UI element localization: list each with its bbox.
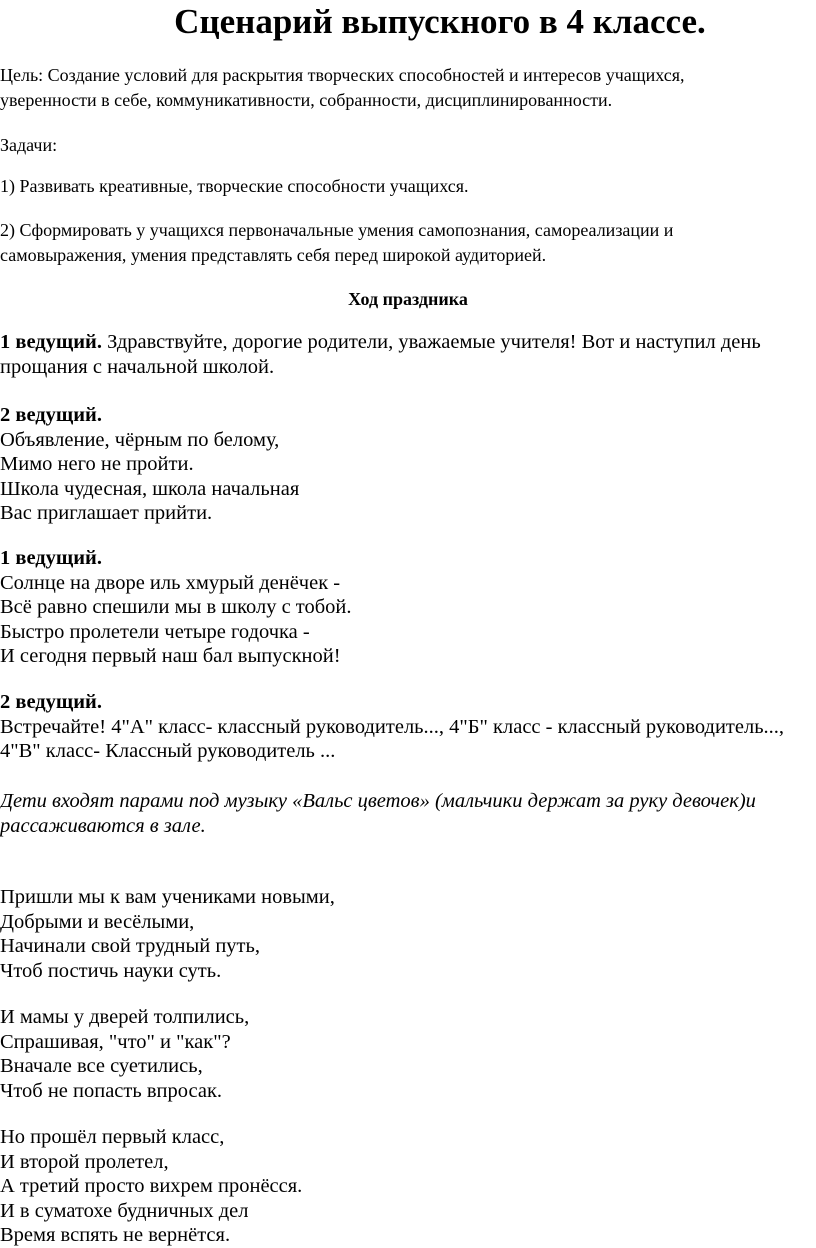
host-1-greeting xyxy=(0,330,816,379)
verse-line: И второй пролетел, xyxy=(0,1150,169,1173)
verse-line: Пришли мы к вам учениками новыми, xyxy=(0,886,335,908)
announcement-line: Встречайте! 4"А" класс- классный руководитель..., 4"Б" класс - классный руководитель..., xyxy=(0,715,785,738)
goal-line: уверенности в себе, коммуникативности, собранности, дисциплинированности. xyxy=(0,90,613,110)
verse-line: Спрашивая, "что" и "как"? xyxy=(0,1030,231,1053)
poem-stanza-3 xyxy=(0,1125,816,1248)
verse-line: Вначале все суетились, xyxy=(0,1055,203,1077)
verse-line: И мамы у дверей толпились, xyxy=(0,1006,250,1028)
greeting-text: Здравствуйте, дорогие родители, уважаемые учителя! Вот и наступил день xyxy=(101,331,761,353)
task-1: 1) Развивать креативные, творческие способности учащихся. xyxy=(0,176,469,196)
speaker-label: 1 ведущий. xyxy=(0,547,102,569)
verse-line: Чтоб не попасть впросак. xyxy=(0,1079,223,1102)
goal-line: Цель: Создание условий для раскрытия творческих способностей и интересов учащихся, xyxy=(0,65,685,85)
poem-stanza-1 xyxy=(0,885,816,983)
verse-line: Объявление, чёрным по белому, xyxy=(0,428,280,451)
verse-line: И сегодня первый наш бал выпускной! xyxy=(0,645,341,667)
announcement-line: 4"В" класс- Классный руководитель ... xyxy=(0,740,336,762)
stage-direction-line: рассаживаются в зале. xyxy=(0,814,206,837)
goal-paragraph xyxy=(0,63,816,113)
verse-line: Чтоб постичь науки суть. xyxy=(0,959,222,982)
verse-line: Но прошёл первый класс, xyxy=(0,1126,225,1148)
verse-line: Всё равно спешили мы в школу с тобой. xyxy=(0,596,352,618)
verse-line: Школа чудесная, школа начальная xyxy=(0,477,300,500)
verse-line: Солнце на дворе иль хмурый денёчек - xyxy=(0,571,341,594)
stage-direction-line: Дети входят парами под музыку «Вальс цветов» (мальчики держат за руку девочек)и xyxy=(0,790,756,812)
speaker-label: 1 ведущий. xyxy=(0,331,102,353)
greeting-text: прощания с начальной школой. xyxy=(0,355,275,378)
host-2-block xyxy=(0,403,816,526)
task-2-line: самовыражения, умения представлять себя перед широкой аудиторией. xyxy=(0,245,547,265)
speaker-label: 2 ведущий. xyxy=(0,404,102,426)
poem-stanza-2 xyxy=(0,1005,816,1103)
verse-line: Вас приглашает прийти. xyxy=(0,502,213,524)
verse-line: Мимо него не пройти. xyxy=(0,453,194,475)
task-2-line: 2) Сформировать у учащихся первоначальные умения самопознания, самореализации и xyxy=(0,220,674,240)
tasks-label: Задачи: xyxy=(0,135,58,155)
verse-line: Быстро пролетели четыре годочка - xyxy=(0,620,310,643)
stage-direction xyxy=(0,789,816,838)
verse-line: А третий просто вихрем пронёсся. xyxy=(0,1175,303,1197)
host-1-block xyxy=(0,546,816,669)
verse-line: Добрыми и весёлыми, xyxy=(0,910,195,933)
speaker-label: 2 ведущий. xyxy=(0,691,102,713)
verse-line: И в суматохе будничных дел xyxy=(0,1199,249,1222)
task-2 xyxy=(0,218,816,268)
verse-line: Начинали свой трудный путь, xyxy=(0,935,260,957)
host-2-announcement xyxy=(0,690,816,764)
verse-line: Время вспять не вернётся. xyxy=(0,1224,231,1246)
section-title: Ход праздника xyxy=(348,289,468,309)
document-title: Сценарий выпускного в 4 классе. xyxy=(174,2,706,41)
